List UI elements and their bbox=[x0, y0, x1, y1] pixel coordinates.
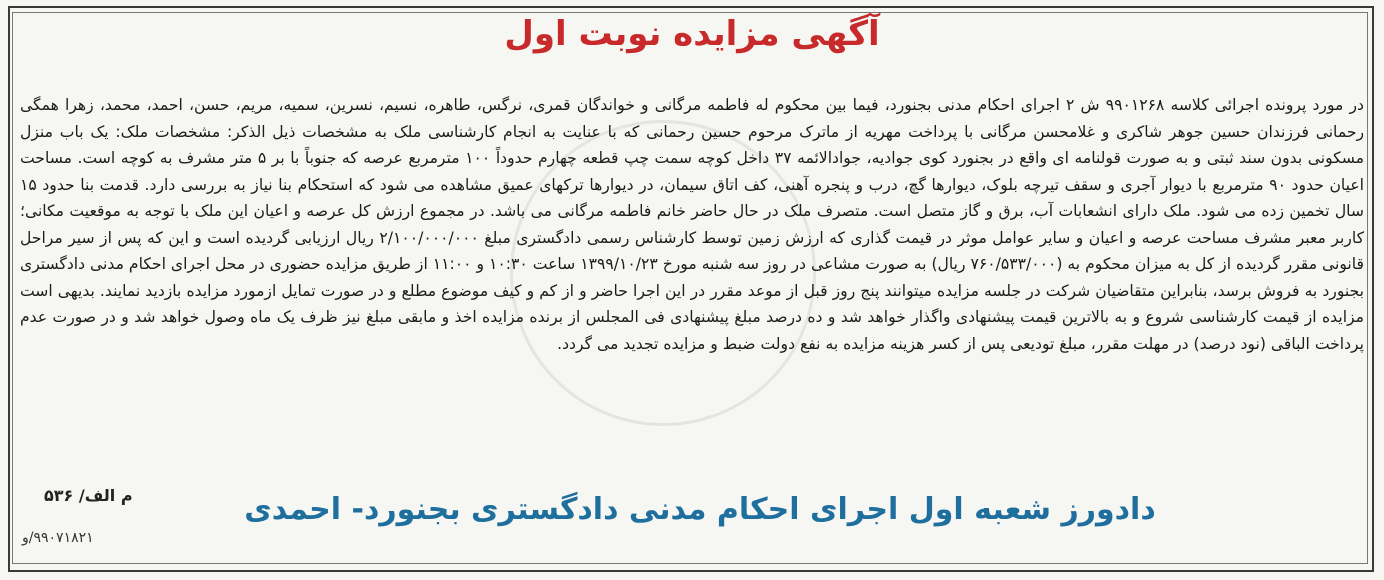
reference-code: م الف/ ۵۳۶ bbox=[44, 486, 133, 505]
notice-title: آگهی مزایده نوبت اول bbox=[504, 14, 880, 54]
footer-number: ۹۹۰۷۱۸۲۱/و bbox=[22, 530, 94, 546]
notice-body: در مورد پرونده اجرائی کلاسه ۹۹۰۱۲۶۸ ش ۲ اجرای احکام مدنی بجنورد، فیما بین محکوم له فاطمه مرگانی و خواندگان قمری، نرگس، طاهره، نسیم، نسرین، سمیه، مریم، حسن، احمد، محمد، زهرا همگی رحمانی فرزندان حسین جوهر شاکری و غلامحسن مرگانی با پرداخت مهریه از ماترک مرحوم حسین رحمانی که با عنایت به انجام کارشناسی ملک به مشخصات ذیل الذکر: مشخصات ملک: یک باب منزل مسکونی بدون سند ثبتی و به صورت قولنامه ای واقع در بجنورد کوی جوادیه، جوادالائمه ۳۷ داخل کوچه سمت چپ قطعه چهارم حدوداً ۱۰۰ مترمربع عرصه که جنوباً با بر ۵ متر مشرف به کوچه است. مساحت اعیان حدود ۹۰ مترمربع با دیوار آجری و سقف تیرچه بلوک، دیوارها گچ، درب و پنجره آهنی، کف اتاق سیمان، در دیوارها ترکهای عمیق مشاهده می شود که استحکام بنا نیاز به بررسی دارد. قدمت بنا حدود ۱۵ سال تخمین زده می شود. ملک دارای انشعابات آب، برق و گاز متصل است. متصرف ملک در حال حاضر خانم فاطمه مرگانی می باشد. در مجموع ارزش کل عرصه و اعیان این ملک با توجه به موقعیت مکانی؛ کاربر معبر مشرف مساحت عرصه و اعیان و سایر عوامل موثر در قیمت گذاری که ارزش زمین توسط کارشناس رسمی دادگستری مبلغ ۲/۱۰۰/۰۰۰/۰۰۰ ریال ارزیابی گردیده است و این که پس از سیر مراحل قانونی مقرر گردیده از کل به میزان محکوم به (۷۶۰/۵۳۳/۰۰۰ ریال) به صورت مشاعی در روز سه شنبه مورخ ۱۳۹۹/۱۰/۲۳ ساعت ۱۰:۳۰ و ۱۱:۰۰ از طریق مزایده حضوری در محل اجرای احکام مدنی دادگستری بجنورد به فروش برسد، بنابراین متقاضیان شرکت در جلسه مزایده میتوانند پنج روز قبل از موعد مقرر در این اجرا حاضر و از کم و کیف موضوع مطلع و در صورت تمایل ازمورد مزایده بازدید نمایند. بدیهی است مزایده از قیمت کارشناسی شروع و به بالاترین قیمت پیشنهادی واگذار خواهد شد و ده درصد مبلغ پیشنهادی فی المجلس از برنده مزایده اخذ و مابقی مبلغ نیز ظرف یک ماه وصول خواهد شد و در صورت عدم پرداخت الباقی (نود درصد) در مهلت مقرر، مبلغ تودیعی پس از کسر هزینه مزایده به نفع دولت ضبط و مزایده تجدید می گردد. bbox=[20, 96, 1365, 353]
signature-line: دادورز شعبه اول اجرای احکام مدنی دادگستری بجنورد- احمدی bbox=[244, 492, 1156, 527]
